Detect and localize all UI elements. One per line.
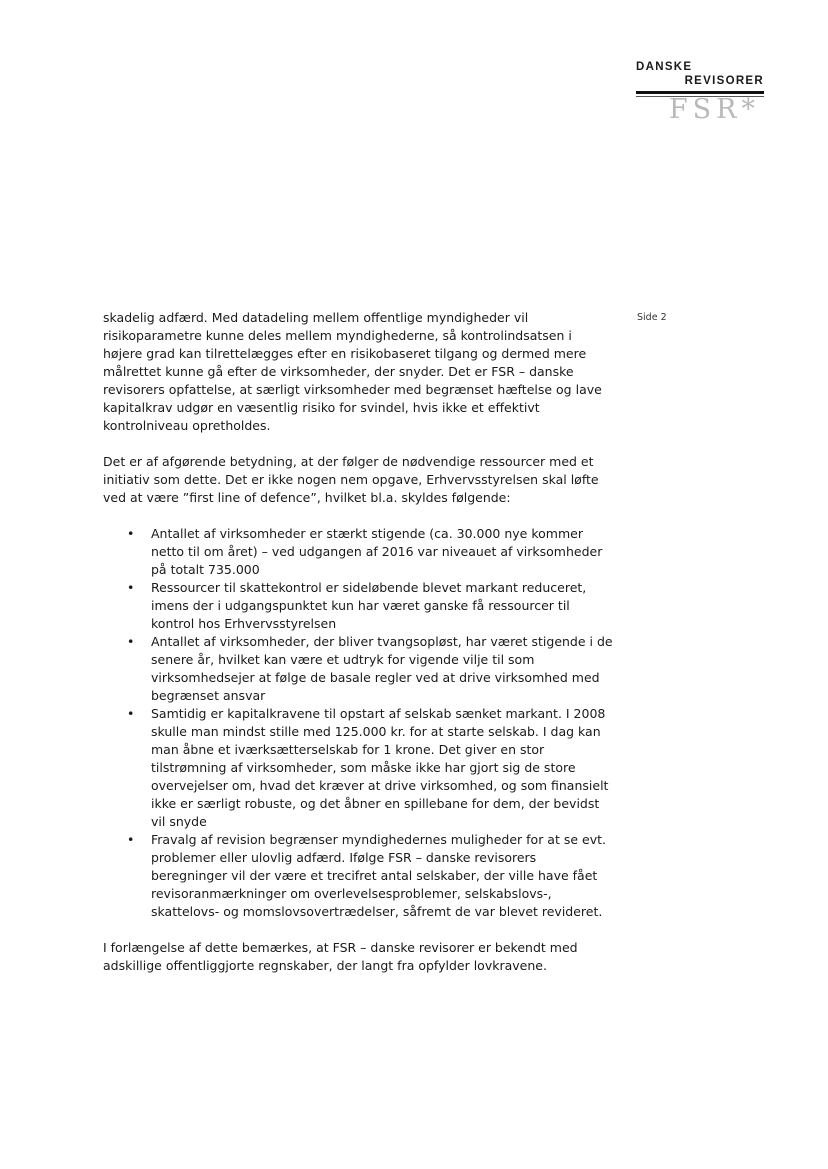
bullet-icon: • xyxy=(127,634,135,649)
bullet-text: Samtidig er kapitalkravene til opstart af selskab sænket markant. I 2008 skulle man mindst stille med 125.000 kr. for at starte selskab. I dag kan man åbne et iværksætterselskab for 1 krone. Det giver en stor tilstrømning af virksomheder, som måske ikke har gjort sig de store overvejelser om, hvad det kræver at drive virksomhed, og som finansielt ikke er særligt robuste, og det åbner en spillebane for dem, der bevidst vil snyde xyxy=(151,706,609,829)
bullet-icon: • xyxy=(127,580,135,595)
logo-text-danske: DANSKE xyxy=(636,61,693,73)
bullet-text: Ressourcer til skattekontrol er sideløbende blevet markant reduceret, imens der i udgangspunktet kun har været ganske få ressourcer til kontrol hos Erhvervsstyrelsen xyxy=(151,580,587,631)
bullet-text: Antallet af virksomheder, der bliver tvangsopløst, har været stigende i de senere år, hvilket kan være et udtryk for vigende vilje til som virksomhedsejer at følge de basale regler ved at drive virksomhed med begrænset ansvar xyxy=(151,634,613,703)
bullet-icon: • xyxy=(127,706,135,721)
paragraph-closing: I forlængelse af dette bemærkes, at FSR – danske revisorer er bekendt med adskillige offentliggjorte regnskaber, der langt fra opfylder lovkravene. xyxy=(103,940,578,973)
letter-body xyxy=(103,309,613,993)
logo-text-revisorer: REVISORER xyxy=(684,75,764,87)
logo-fsr-mark: FSR* xyxy=(668,94,760,125)
bullet-icon: • xyxy=(127,526,135,541)
bullet-item xyxy=(103,705,613,831)
bullet-item xyxy=(103,831,613,921)
paragraph-intro: skadelig adfærd. Med datadeling mellem offentlige myndigheder vil risikoparametre kunne deles mellem myndighederne, så kontrolindsatsen i højere grad kan tilrettelægges efter en risikobaseret tilgang og dermed mere målrettet kunne gå efter de virksomheder, der snyder. Det er FSR – danske revisorers opfattelse, at særligt virksomheder med begrænset hæftelse og lave kapitalkrav udgør en væsentlig risiko for svindel, hvis ikke et effektivt kontrolniveau opretholdes. xyxy=(103,310,602,433)
paragraph-resources: Det er af afgørende betydning, at der følger de nødvendige ressourcer med et initiativ som dette. Det er ikke nogen nem opgave, Erhvervsstyrelsen skal løfte ved at være ”first line of defence”, hvilket bl.a. skyldes følgende: xyxy=(103,454,599,505)
bullet-text: Antallet af virksomheder er stærkt stigende (ca. 30.000 nye kommer netto til om året) – ved udgangen af 2016 var niveauet af virksomheder på totalt 735.000 xyxy=(151,526,603,577)
bullet-text: Fravalg af revision begrænser myndighedernes muligheder for at se evt. problemer eller ulovlig adfærd. Ifølge FSR – danske revisorers beregninger vil der være et trecifret antal selskaber, der ville have fået revisoranmærkninger om overlevelsesproblemer, selskabslovs-, skattelovs- og momslovsovertrædelser, såfremt de var blevet revideret. xyxy=(151,832,606,919)
bullet-list xyxy=(103,525,613,921)
page-number: Side 2 xyxy=(637,312,667,323)
fsr-logo xyxy=(634,60,764,123)
bullet-item xyxy=(103,525,613,579)
bullet-icon: • xyxy=(127,832,135,847)
bullet-item xyxy=(103,633,613,705)
bullet-item xyxy=(103,579,613,633)
